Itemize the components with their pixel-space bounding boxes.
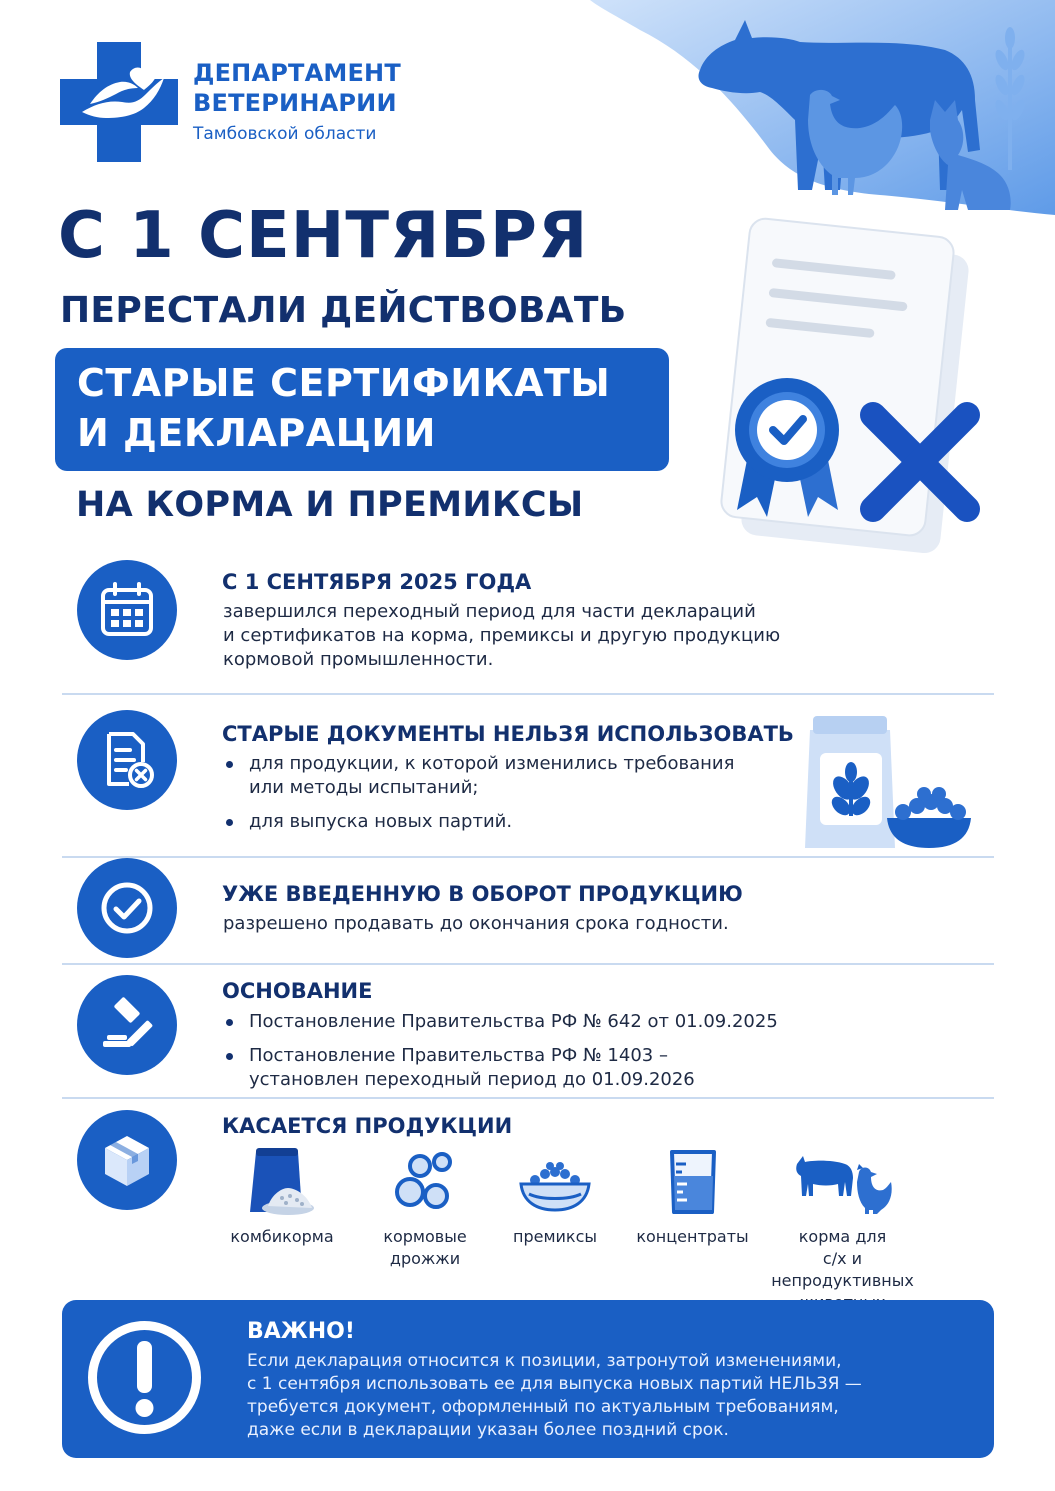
measuring-cup-icon — [658, 1146, 728, 1216]
section-date-title: С 1 СЕНТЯБРЯ 2025 ГОДА — [222, 570, 532, 594]
section-in-circulation-text: разрешено продавать до окончания срока годности. — [223, 913, 729, 934]
product-compound-feed — [222, 1146, 342, 1248]
list-item — [223, 1044, 778, 1092]
section-old-documents-title: СТАРЫЕ ДОКУМЕНТЫ НЕЛЬЗЯ ИСПОЛЬЗОВАТЬ — [222, 722, 794, 746]
section-old-documents-list — [223, 752, 734, 844]
product-label: комбикорма — [230, 1227, 334, 1246]
document-cancel-icon — [77, 710, 177, 810]
product-concentrates — [630, 1146, 755, 1248]
premix-bowl-icon — [517, 1146, 593, 1216]
divider — [62, 693, 994, 695]
logo-region: Тамбовской области — [193, 124, 377, 144]
list-item — [223, 1010, 778, 1034]
product-premixes — [500, 1146, 610, 1248]
certificate-cancel-illustration — [695, 215, 1015, 575]
product-label: корма для с/х и непродуктивных — [771, 1227, 914, 1290]
feed-bag-bowl-illustration — [795, 708, 975, 853]
list-item — [223, 810, 734, 834]
important-text — [247, 1350, 862, 1442]
list-item-line1: для выпуска новых партий. — [249, 811, 513, 832]
gavel-icon — [77, 975, 177, 1075]
section-basis-list — [223, 1010, 778, 1102]
important-text-line3: требуется документ, оформленный по актуальным требованиям, — [247, 1397, 839, 1417]
section-date-text-line3: кормовой промышленности. — [223, 649, 494, 670]
section-date-text-line2: и сертификатов на корма, премиксы и другую продукцию — [223, 625, 781, 646]
important-text-line2: с 1 сентября использовать ее для выпуска новых партий НЕЛЬЗЯ — — [247, 1374, 862, 1394]
product-label: премиксы — [512, 1227, 598, 1246]
headline-highlight-line1: СТАРЫЕ СЕРТИФИКАТЫ — [77, 361, 611, 405]
important-notice — [62, 1300, 994, 1458]
important-title: ВАЖНО! — [247, 1319, 355, 1344]
list-item-line2: или методы испытаний; — [249, 777, 479, 798]
important-text-line1: Если декларация относится к позиции, затронутой изменениями, — [247, 1351, 842, 1371]
section-date-text-line1: завершился переходный период для части деклараций — [223, 601, 756, 622]
box-icon — [77, 1110, 177, 1210]
feed-bag-icon — [242, 1146, 322, 1216]
exclamation-icon — [82, 1315, 207, 1440]
logo-title-line1: ДЕПАРТАМЕНТ — [193, 59, 401, 87]
list-item-line1: Постановление Правительства РФ № 1403 – — [249, 1045, 668, 1066]
section-date — [60, 560, 994, 690]
list-item-line1: Постановление Правительства РФ № 642 от 01.09.2025 — [249, 1011, 778, 1032]
product-feed-yeast — [360, 1146, 490, 1270]
cross-hands-icon — [60, 42, 178, 162]
important-text-line4: даже если в декларации указан более поздний срок. — [247, 1420, 729, 1440]
check-circle-icon — [77, 858, 177, 958]
section-in-circulation-title: УЖЕ ВВЕДЕННУЮ В ОБОРОТ ПРОДУКЦИЮ — [222, 882, 743, 906]
list-item — [223, 752, 734, 800]
calendar-icon — [77, 560, 177, 660]
product-animal-feed — [750, 1146, 935, 1314]
divider — [62, 1097, 994, 1099]
farm-animals-icon — [793, 1146, 893, 1216]
headline-highlight-box — [55, 348, 669, 471]
logo-title-line2: ВЕТЕРИНАРИИ — [193, 89, 397, 117]
section-basis — [60, 965, 994, 1095]
list-item-line1: для продукции, к которой изменились требования — [249, 753, 735, 774]
logo-text — [193, 58, 401, 144]
section-products-title: КАСАЕТСЯ ПРОДУКЦИИ — [222, 1114, 513, 1138]
headline-date: С 1 СЕНТЯБРЯ — [58, 199, 589, 273]
section-in-circulation — [60, 858, 994, 963]
headline-subtitle: ПЕРЕСТАЛИ ДЕЙСТВОВАТЬ — [60, 290, 627, 331]
list-item-line2: установлен переходный период до 01.09.2026 — [249, 1069, 695, 1090]
yeast-cells-icon — [390, 1146, 460, 1216]
product-label: концентраты — [636, 1227, 749, 1246]
headline-scope: НА КОРМА И ПРЕМИКСЫ — [76, 485, 584, 525]
section-basis-title: ОСНОВАНИЕ — [222, 979, 373, 1003]
product-label: кормовые дрожжи — [383, 1227, 467, 1268]
headline-highlight-line2: И ДЕКЛАРАЦИИ — [77, 411, 436, 455]
